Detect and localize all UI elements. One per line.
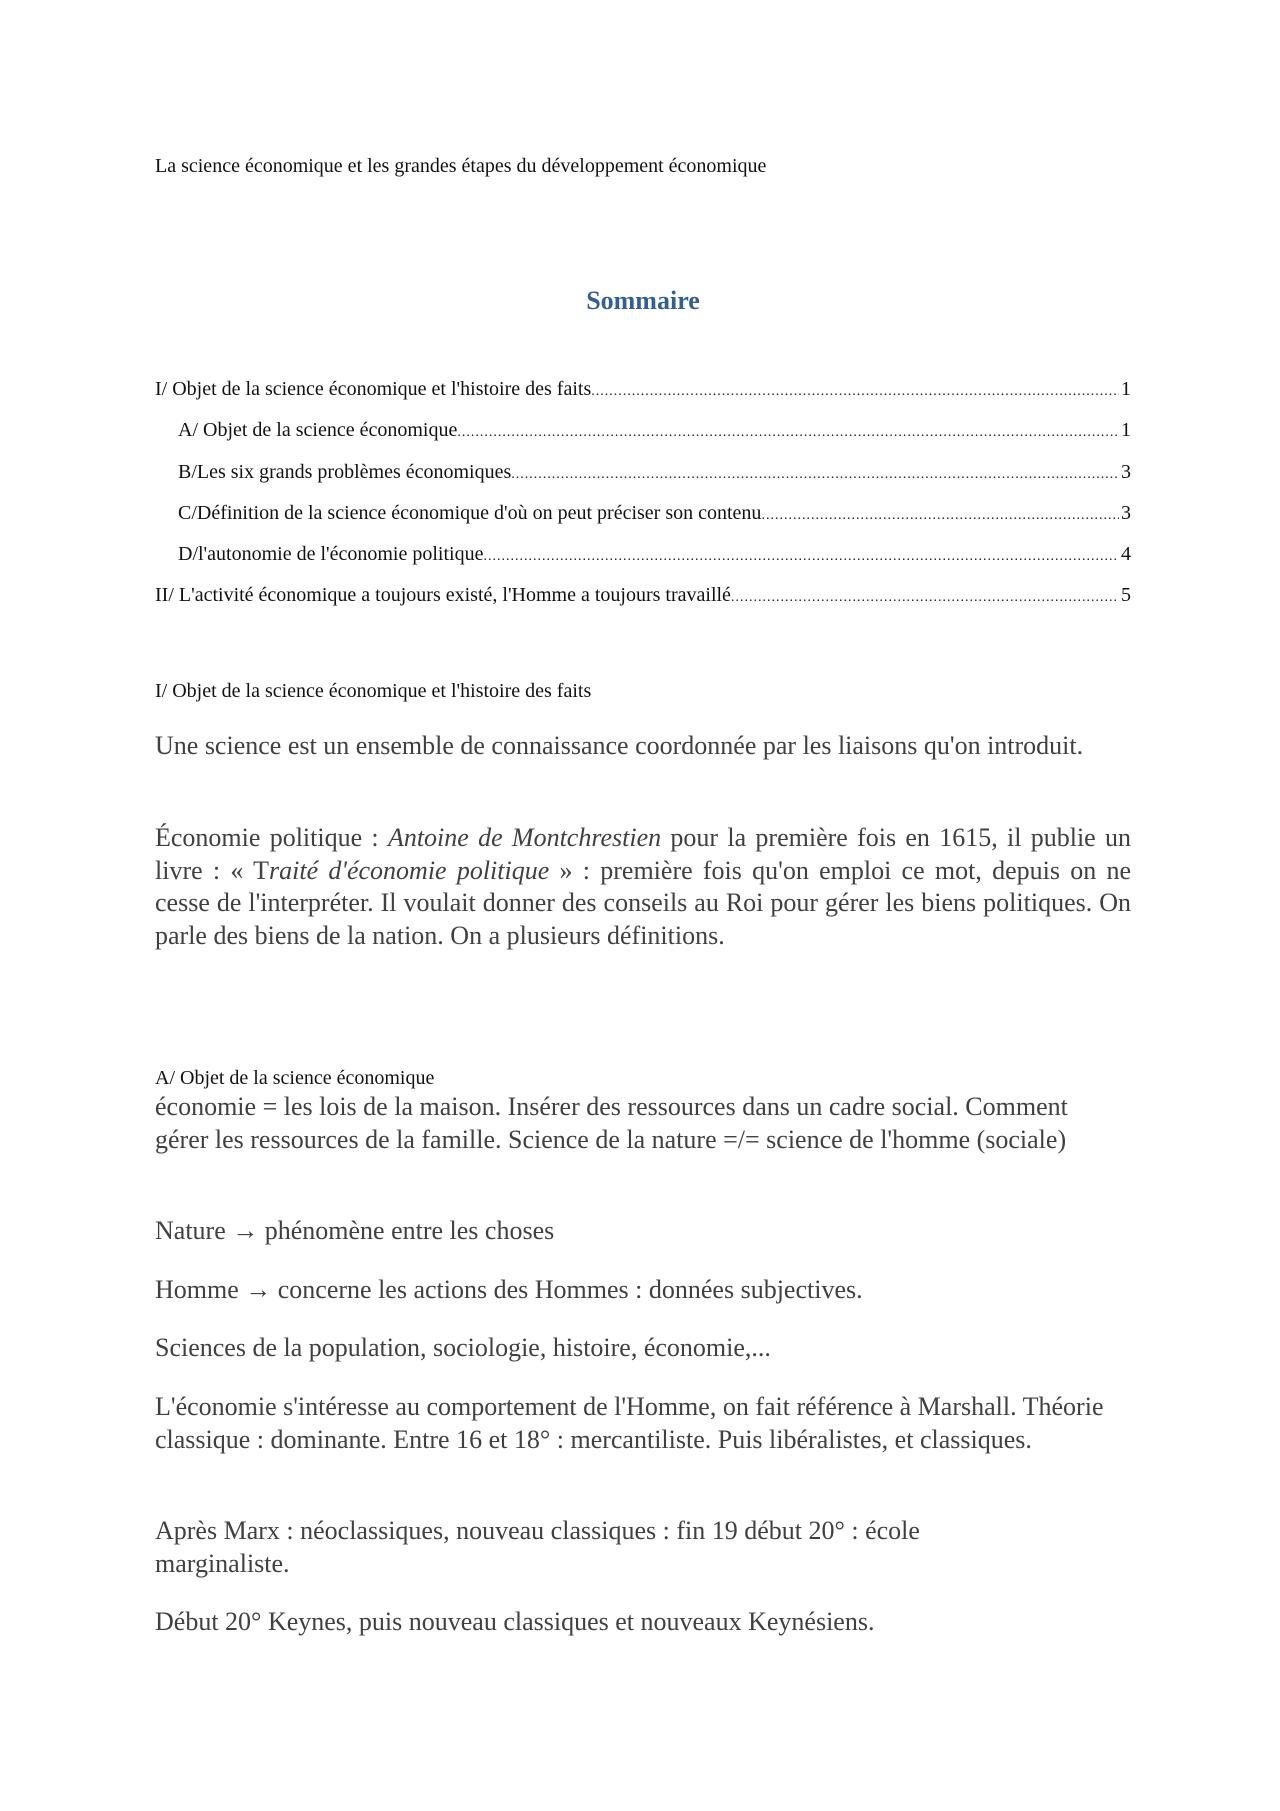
section-a-paragraph-3: Homme → concerne les actions des Hommes : données subjectives. [155, 1275, 863, 1304]
section-1-paragraph-1: Une science est un ensemble de connaissance coordonnée par les liaisons qu'on introduit. [155, 731, 1084, 760]
author-name: Antoine de Montchrestien [387, 823, 662, 852]
toc-entry-label: A/ Objet de la science économique [178, 419, 458, 441]
text: pour la première fois en 1615, il publie un livre : « T [155, 823, 1131, 885]
toc-entry-section-b[interactable] [178, 460, 1131, 487]
toc-leader [457, 421, 1119, 445]
text: Économie politique : [155, 823, 388, 852]
section-a-paragraph-6: Après Marx : néoclassiques, nouveau classiques : fin 19 début 20° : école marginaliste. [155, 1516, 920, 1578]
section-1-paragraph-2 [155, 822, 1131, 952]
text: » : première fois qu'on emploi ce mot, depuis on ne cesse de l'interpréter. Il voulait donner des conseils au Roi pour gérer les biens politiques. On parle des biens de la nation. On a plusieurs définitions. [155, 855, 1132, 950]
section-a-heading: A/ Objet de la science économique [155, 1067, 435, 1089]
toc-entry-label: II/ L'activité économique a toujours existé, l'Homme a toujours travaillé [155, 584, 731, 606]
toc-entry-section-1[interactable] [155, 377, 1131, 404]
toc-page-number: 1 [1121, 419, 1131, 441]
toc-entry-section-2[interactable] [155, 583, 1131, 610]
document-header: La science économique et les grandes étapes du développement économique [155, 155, 767, 177]
toc-page-number: 4 [1121, 543, 1131, 565]
toc-leader [511, 463, 1119, 487]
toc-title: Sommaire [586, 286, 700, 315]
toc-entry-section-c[interactable] [178, 501, 1131, 528]
toc-leader [591, 380, 1119, 404]
section-a-paragraph-4: Sciences de la population, sociologie, histoire, économie,... [155, 1333, 771, 1362]
section-a-paragraph-7: Début 20° Keynes, puis nouveau classiques et nouveaux Keynésiens. [155, 1607, 875, 1636]
section-a-paragraph-2: Nature → phénomène entre les choses [155, 1216, 555, 1245]
toc-entry-section-a[interactable] [178, 418, 1131, 445]
toc-leader [761, 504, 1119, 528]
section-a-paragraph-5: L'économie s'intéresse au comportement de l'Homme, on fait référence à Marshall. Théorie classique : dominante. Entre 16 et 18° : mercantiliste. Puis libéralistes, et classiques. [155, 1392, 1104, 1454]
toc-page-number: 5 [1121, 584, 1131, 606]
toc-page-number: 3 [1121, 461, 1131, 483]
section-1-heading: I/ Objet de la science économique et l'histoire des faits [155, 680, 592, 702]
toc-leader [731, 586, 1119, 610]
toc-entry-label: D/l'autonomie de l'économie politique [178, 543, 484, 565]
toc-entry-label: B/Les six grands problèmes économiques [178, 461, 512, 483]
toc-entry-section-d[interactable] [178, 542, 1131, 569]
toc-entry-label: I/ Objet de la science économique et l'histoire des faits [155, 378, 592, 400]
toc-leader [483, 545, 1119, 569]
book-title: raité d'économie politique [269, 855, 550, 885]
toc-entry-label: C/Définition de la science économique d'où on peut préciser son contenu [178, 502, 762, 524]
toc-page-number: 1 [1121, 378, 1131, 400]
section-a-paragraph-1: économie = les lois de la maison. Insérer des ressources dans un cadre social. Comment gérer les ressources de la famille. Science de la nature =/= science de l'homme (sociale) [155, 1092, 1068, 1154]
toc-page-number: 3 [1121, 502, 1131, 524]
